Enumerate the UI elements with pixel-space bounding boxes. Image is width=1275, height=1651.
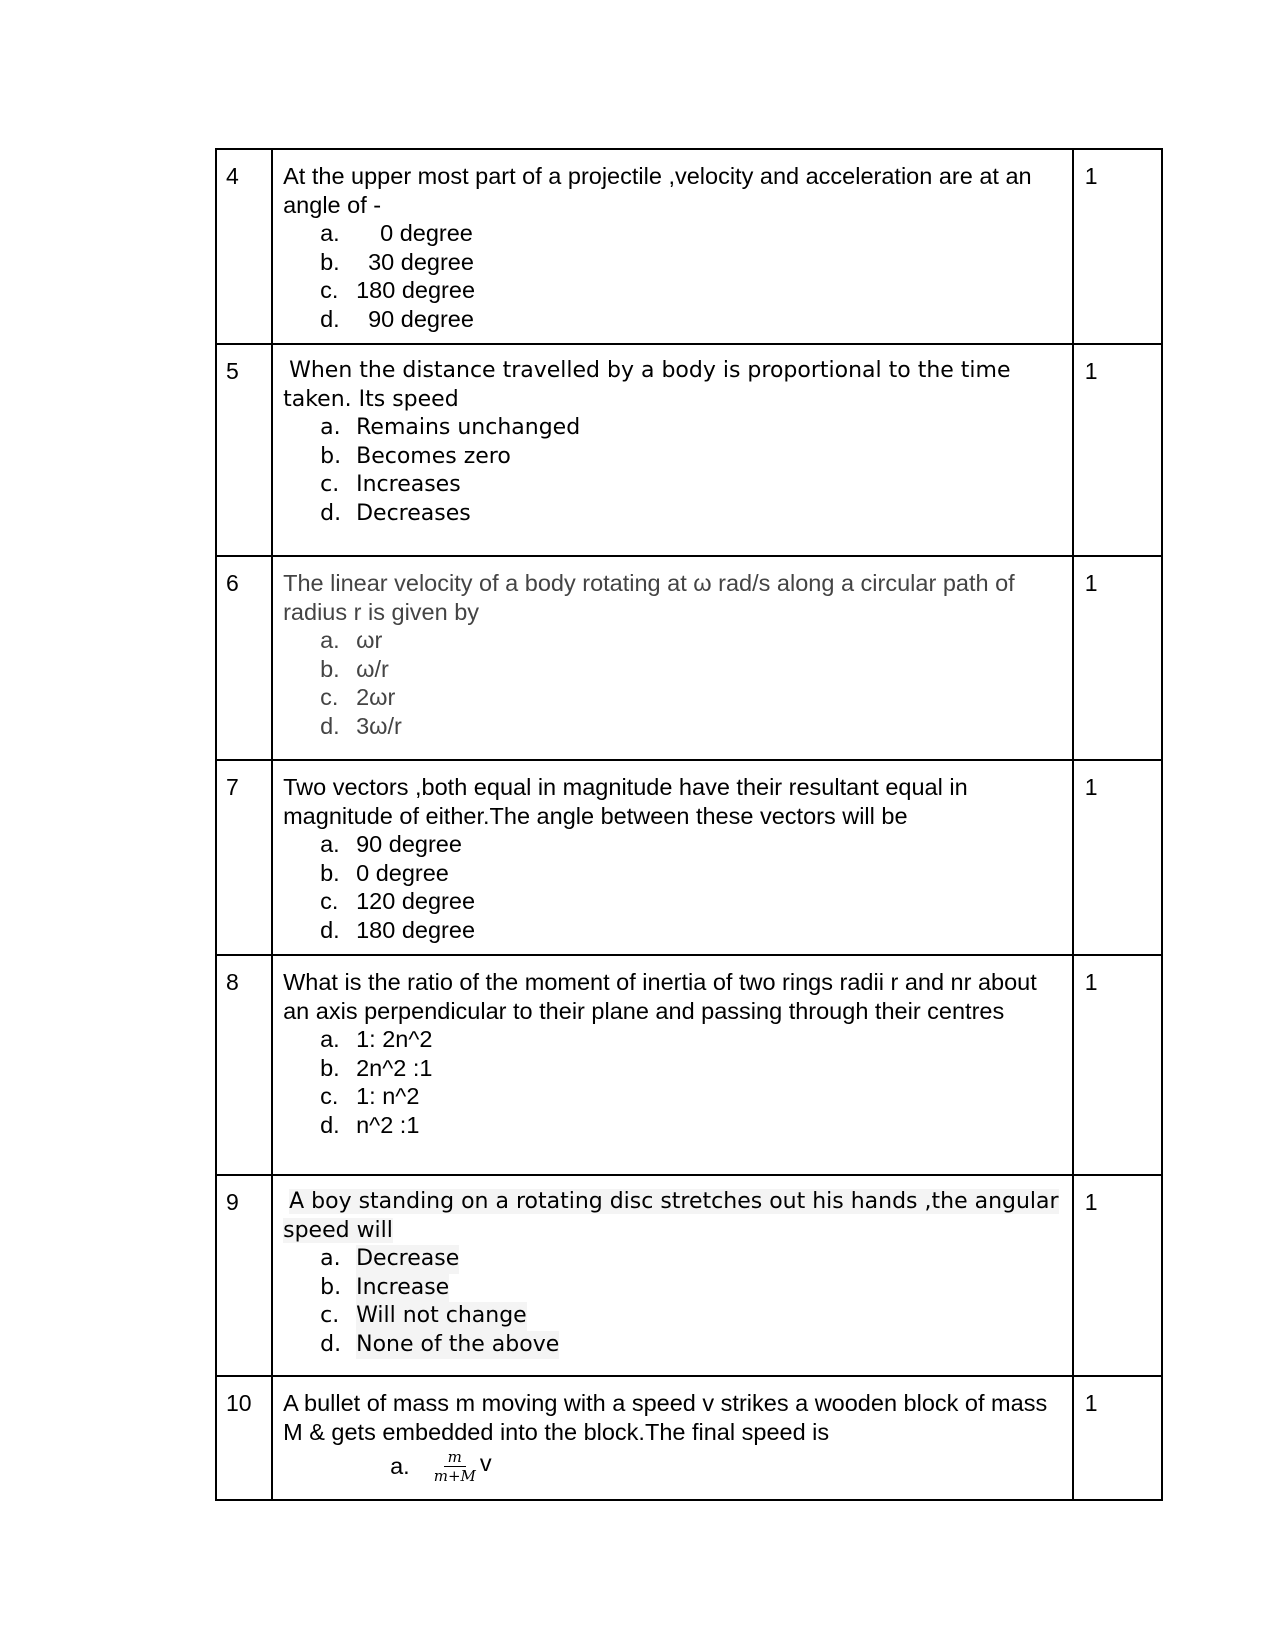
option-text: 90 degree	[356, 831, 462, 857]
option-text: 120 degree	[356, 888, 476, 914]
option-item	[320, 1025, 1062, 1054]
option-item	[320, 1274, 1062, 1303]
option-text: 3ω/r	[356, 712, 402, 739]
option-item	[320, 1082, 1062, 1111]
marks-value: 1	[1073, 149, 1162, 344]
option-item	[320, 414, 1062, 443]
question-text: At the upper most part of a projectile ,velocity and acceleration are at an angle of -	[283, 163, 1032, 218]
option-text: 180 degree	[356, 916, 476, 943]
option-letter: c.	[320, 277, 339, 303]
option-item	[320, 916, 1062, 945]
marks-value: 1	[1073, 760, 1162, 955]
option-text: Remains unchanged	[356, 415, 581, 440]
option-letter: c.	[320, 1083, 339, 1109]
option-list	[283, 1025, 1062, 1139]
marks-value: 1	[1073, 1376, 1162, 1500]
question-text: The linear velocity of a body rotating at ω rad/s along a circular path of radius r is given by	[283, 570, 1015, 625]
option-item	[320, 248, 1062, 277]
option-letter: b.	[320, 443, 342, 469]
option-letter: c.	[320, 472, 340, 497]
marks-value: 1	[1073, 556, 1162, 760]
question-row	[216, 1376, 1162, 1500]
option-text: 2n^2 :1	[356, 1054, 433, 1081]
question-body	[272, 149, 1073, 344]
option-item	[320, 712, 1062, 741]
question-number: 8	[216, 955, 272, 1175]
question-number: 7	[216, 760, 272, 955]
option-letter: a.	[320, 415, 341, 440]
marks-value: 1	[1073, 955, 1162, 1175]
option-item	[320, 276, 1062, 305]
option-letter: a.	[320, 627, 340, 653]
option-text: 90 degree	[368, 305, 474, 332]
option-list	[283, 1245, 1062, 1359]
option-letter: b.	[320, 655, 340, 682]
question-row	[216, 149, 1162, 344]
question-number: 9	[216, 1175, 272, 1376]
option-letter: a.	[390, 1453, 410, 1479]
question-body	[272, 556, 1073, 760]
option-list	[283, 414, 1062, 528]
option-item	[320, 1302, 1062, 1331]
formula-suffix: v	[479, 1450, 492, 1476]
question-body	[272, 1376, 1073, 1500]
question-text: Two vectors ,both equal in magnitude have their resultant equal in magnitude of either.The angle between these vectors will be	[283, 774, 968, 829]
option-item	[320, 1245, 1062, 1274]
option-letter: d.	[320, 916, 340, 943]
option-text: ωr	[356, 627, 383, 653]
option-text: 0 degree	[380, 220, 473, 246]
option-item	[320, 859, 1062, 888]
option-text: Decrease	[356, 1245, 459, 1274]
option-text: 30 degree	[368, 248, 474, 275]
option-item	[320, 1331, 1062, 1360]
question-text	[283, 1188, 1062, 1245]
option-item	[320, 683, 1062, 712]
option-list	[283, 626, 1062, 740]
option-text: Increase	[356, 1274, 449, 1303]
question-row	[216, 955, 1162, 1175]
question-body	[272, 955, 1073, 1175]
option-letter: a.	[320, 220, 340, 246]
option-letter: c.	[320, 1303, 340, 1328]
option-text: Increases	[356, 472, 461, 497]
option-letter: a.	[320, 1246, 341, 1271]
question-number: 5	[216, 344, 272, 556]
option-letter: b.	[320, 1054, 340, 1081]
option-text: 2ωr	[356, 684, 396, 710]
option-text: 180 degree	[356, 277, 476, 303]
marks-value: 1	[1073, 344, 1162, 556]
option-item	[320, 1111, 1062, 1140]
question-number: 6	[216, 556, 272, 760]
question-row	[216, 344, 1162, 556]
option-text: 0 degree	[356, 859, 449, 886]
option-item	[320, 655, 1062, 684]
question-text-highlight: A boy standing on a rotating disc stretches out his hands ,the angular speed will	[283, 1189, 1059, 1243]
option-item	[320, 1054, 1062, 1083]
fraction-denominator: m+M	[433, 1467, 476, 1485]
option-text: Decreases	[356, 500, 471, 526]
option-letter: b.	[320, 1274, 342, 1300]
option-letter: d.	[320, 1331, 342, 1357]
option-letter: d.	[320, 1111, 340, 1138]
option-item	[320, 305, 1062, 334]
question-body	[272, 344, 1073, 556]
question-text: When the distance travelled by a body is proportional to the time taken. Its speed	[283, 358, 1011, 412]
question-table	[215, 148, 1163, 1501]
question-number: 10	[216, 1376, 272, 1500]
option-letter: d.	[320, 712, 340, 739]
option-letter: a.	[320, 1026, 340, 1052]
option-letter: b.	[320, 248, 340, 275]
option-text: 1: n^2	[356, 1083, 420, 1109]
option-item	[320, 500, 1062, 529]
question-number: 4	[216, 149, 272, 344]
fraction-numerator: m	[444, 1448, 466, 1467]
question-body	[272, 1175, 1073, 1376]
option-list	[283, 219, 1062, 333]
option-text: 1: 2n^2	[356, 1026, 433, 1052]
option-letter: d.	[320, 500, 342, 526]
question-row	[216, 556, 1162, 760]
fraction	[430, 1448, 480, 1485]
question-row	[216, 1175, 1162, 1376]
question-body	[272, 760, 1073, 955]
question-row	[216, 760, 1162, 955]
option-text: Becomes zero	[356, 443, 511, 469]
option-item	[320, 830, 1062, 859]
option-item	[320, 887, 1062, 916]
option-letter: c.	[320, 888, 339, 914]
option-text: ω/r	[356, 655, 389, 682]
option-item	[320, 443, 1062, 472]
marks-value: 1	[1073, 1175, 1162, 1376]
option-text: Will not change	[356, 1302, 527, 1331]
option-item	[320, 471, 1062, 500]
option-letter: c.	[320, 684, 339, 710]
question-text: A bullet of mass m moving with a speed v strikes a wooden block of mass M & gets embedded into the block.The final speed is	[283, 1390, 1048, 1445]
option-item	[320, 219, 1062, 248]
option-list	[283, 830, 1062, 944]
option-text: n^2 :1	[356, 1111, 420, 1138]
option-letter: a.	[320, 831, 340, 857]
option-letter: b.	[320, 859, 340, 886]
option-letter: d.	[320, 305, 340, 332]
formula-option	[283, 1448, 1062, 1485]
option-item	[320, 626, 1062, 655]
question-text: What is the ratio of the moment of inertia of two rings radii r and nr about an axis perpendicular to their plane and passing through their centres	[283, 969, 1037, 1024]
option-text: None of the above	[356, 1331, 559, 1360]
